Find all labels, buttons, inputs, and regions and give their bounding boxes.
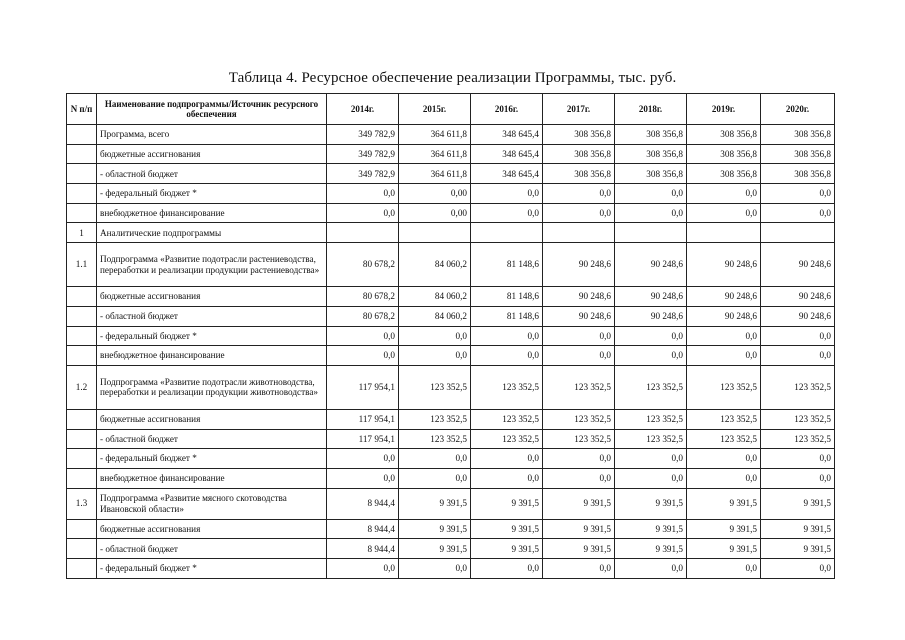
row-name: Аналитические подпрограммы <box>97 223 327 243</box>
table-row <box>67 243 835 287</box>
value-cell: 90 248,6 <box>761 243 835 287</box>
value-cell: 0,0 <box>543 449 615 469</box>
header-year-2018: 2018г. <box>615 94 687 125</box>
value-cell: 348 645,4 <box>471 125 543 145</box>
value-cell: 0,0 <box>399 559 471 579</box>
value-cell: 308 356,8 <box>615 144 687 164</box>
row-number <box>67 449 97 469</box>
row-name: - федеральный бюджет * <box>97 184 327 204</box>
value-cell: 0,0 <box>615 559 687 579</box>
value-cell: 123 352,5 <box>399 429 471 449</box>
value-cell: 0,0 <box>399 468 471 488</box>
table-row <box>67 287 835 307</box>
table-row <box>67 409 835 429</box>
row-number <box>67 287 97 307</box>
value-cell <box>615 223 687 243</box>
value-cell: 349 782,9 <box>327 164 399 184</box>
value-cell <box>327 223 399 243</box>
value-cell <box>399 223 471 243</box>
value-cell: 123 352,5 <box>615 429 687 449</box>
value-cell: 0,0 <box>687 468 761 488</box>
header-year-2020: 2020г. <box>761 94 835 125</box>
value-cell: 9 391,5 <box>761 488 835 519</box>
value-cell: 8 944,4 <box>327 539 399 559</box>
value-cell: 364 611,8 <box>399 144 471 164</box>
value-cell: 81 148,6 <box>471 243 543 287</box>
value-cell: 90 248,6 <box>687 243 761 287</box>
value-cell: 0,0 <box>543 203 615 223</box>
row-number <box>67 125 97 145</box>
header-year-2016: 2016г. <box>471 94 543 125</box>
value-cell: 123 352,5 <box>543 365 615 409</box>
value-cell: 0,0 <box>761 449 835 469</box>
row-number <box>67 184 97 204</box>
row-number <box>67 559 97 579</box>
value-cell: 84 060,2 <box>399 287 471 307</box>
table-row <box>67 203 835 223</box>
value-cell: 9 391,5 <box>399 488 471 519</box>
value-cell: 0,0 <box>615 203 687 223</box>
value-cell: 0,0 <box>543 468 615 488</box>
table-row <box>67 429 835 449</box>
value-cell: 0,0 <box>687 326 761 346</box>
table-row <box>67 488 835 519</box>
header-year-2019: 2019г. <box>687 94 761 125</box>
row-number <box>67 468 97 488</box>
value-cell: 0,0 <box>327 184 399 204</box>
row-name: - федеральный бюджет * <box>97 449 327 469</box>
value-cell: 90 248,6 <box>543 287 615 307</box>
value-cell: 0,0 <box>327 203 399 223</box>
value-cell: 0,0 <box>761 559 835 579</box>
value-cell: 9 391,5 <box>471 539 543 559</box>
table-row <box>67 326 835 346</box>
value-cell: 9 391,5 <box>761 539 835 559</box>
table-row <box>67 365 835 409</box>
value-cell: 0,0 <box>399 449 471 469</box>
value-cell: 308 356,8 <box>615 125 687 145</box>
table-body <box>67 125 835 579</box>
value-cell: 123 352,5 <box>761 365 835 409</box>
value-cell: 90 248,6 <box>615 287 687 307</box>
value-cell: 0,0 <box>615 184 687 204</box>
table-row <box>67 449 835 469</box>
row-name: - областной бюджет <box>97 539 327 559</box>
value-cell: 308 356,8 <box>761 164 835 184</box>
row-number <box>67 429 97 449</box>
value-cell: 0,0 <box>687 449 761 469</box>
row-number <box>67 326 97 346</box>
table-row <box>67 125 835 145</box>
value-cell: 123 352,5 <box>399 365 471 409</box>
value-cell: 81 148,6 <box>471 287 543 307</box>
value-cell: 0,0 <box>761 326 835 346</box>
table-row <box>67 559 835 579</box>
row-name: - областной бюджет <box>97 164 327 184</box>
value-cell: 123 352,5 <box>687 409 761 429</box>
row-number: 1.2 <box>67 365 97 409</box>
value-cell: 8 944,4 <box>327 519 399 539</box>
table-row <box>67 539 835 559</box>
value-cell: 0,0 <box>327 468 399 488</box>
value-cell: 308 356,8 <box>543 125 615 145</box>
value-cell: 0,0 <box>761 203 835 223</box>
row-number <box>67 306 97 326</box>
value-cell: 123 352,5 <box>761 409 835 429</box>
value-cell: 0,00 <box>399 203 471 223</box>
row-number <box>67 519 97 539</box>
value-cell: 9 391,5 <box>615 539 687 559</box>
value-cell: 0,0 <box>687 346 761 366</box>
header-year-2017: 2017г. <box>543 94 615 125</box>
value-cell: 308 356,8 <box>687 125 761 145</box>
value-cell: 348 645,4 <box>471 164 543 184</box>
value-cell: 0,0 <box>687 559 761 579</box>
header-name: Наименование подпрограммы/Источник ресурсного обеспечения <box>97 94 327 125</box>
value-cell: 308 356,8 <box>761 144 835 164</box>
value-cell: 0,0 <box>615 468 687 488</box>
row-name: Подпрограмма «Развитие мясного скотоводства Ивановской области» <box>97 488 327 519</box>
value-cell: 9 391,5 <box>471 519 543 539</box>
value-cell: 123 352,5 <box>399 409 471 429</box>
page-title: Таблица 4. Ресурсное обеспечение реализации Программы, тыс. руб. <box>228 70 677 86</box>
value-cell: 9 391,5 <box>399 539 471 559</box>
value-cell: 90 248,6 <box>615 306 687 326</box>
value-cell: 9 391,5 <box>761 519 835 539</box>
table-row <box>67 306 835 326</box>
value-cell: 8 944,4 <box>327 488 399 519</box>
value-cell: 0,0 <box>327 346 399 366</box>
value-cell: 0,0 <box>543 184 615 204</box>
value-cell: 80 678,2 <box>327 243 399 287</box>
row-number <box>67 539 97 559</box>
value-cell: 80 678,2 <box>327 306 399 326</box>
value-cell: 123 352,5 <box>471 429 543 449</box>
row-number <box>67 409 97 429</box>
value-cell: 308 356,8 <box>615 164 687 184</box>
value-cell: 0,0 <box>399 326 471 346</box>
row-name: внебюджетное финансирование <box>97 203 327 223</box>
table-row <box>67 468 835 488</box>
table-row <box>67 346 835 366</box>
value-cell: 308 356,8 <box>543 144 615 164</box>
value-cell: 349 782,9 <box>327 125 399 145</box>
row-number <box>67 346 97 366</box>
row-number <box>67 203 97 223</box>
value-cell: 90 248,6 <box>615 243 687 287</box>
value-cell: 308 356,8 <box>687 144 761 164</box>
value-cell: 9 391,5 <box>543 488 615 519</box>
row-name: бюджетные ассигнования <box>97 409 327 429</box>
value-cell: 9 391,5 <box>543 539 615 559</box>
value-cell: 0,0 <box>761 468 835 488</box>
value-cell: 123 352,5 <box>687 429 761 449</box>
value-cell: 0,0 <box>761 184 835 204</box>
value-cell: 308 356,8 <box>761 125 835 145</box>
value-cell: 123 352,5 <box>471 365 543 409</box>
value-cell: 0,00 <box>399 184 471 204</box>
value-cell: 0,0 <box>327 326 399 346</box>
row-name: - областной бюджет <box>97 306 327 326</box>
value-cell: 90 248,6 <box>687 306 761 326</box>
value-cell: 0,0 <box>471 326 543 346</box>
value-cell: 0,0 <box>471 203 543 223</box>
value-cell: 80 678,2 <box>327 287 399 307</box>
value-cell: 364 611,8 <box>399 164 471 184</box>
value-cell <box>687 223 761 243</box>
header-year-2014: 2014г. <box>327 94 399 125</box>
value-cell: 0,0 <box>399 346 471 366</box>
row-name: внебюджетное финансирование <box>97 346 327 366</box>
value-cell: 0,0 <box>471 184 543 204</box>
row-name: бюджетные ассигнования <box>97 144 327 164</box>
value-cell: 90 248,6 <box>543 243 615 287</box>
table-row <box>67 164 835 184</box>
value-cell: 117 954,1 <box>327 365 399 409</box>
value-cell: 0,0 <box>615 346 687 366</box>
header-row <box>67 94 835 125</box>
row-number <box>67 144 97 164</box>
value-cell: 9 391,5 <box>471 488 543 519</box>
value-cell: 81 148,6 <box>471 306 543 326</box>
value-cell: 0,0 <box>327 559 399 579</box>
row-name: Подпрограмма «Развитие подотрасли животноводства, переработки и реализации продукции животноводства» <box>97 365 327 409</box>
value-cell: 123 352,5 <box>543 429 615 449</box>
resources-table <box>66 93 835 579</box>
value-cell: 0,0 <box>615 449 687 469</box>
value-cell: 364 611,8 <box>399 125 471 145</box>
value-cell: 117 954,1 <box>327 409 399 429</box>
table-row <box>67 223 835 243</box>
value-cell: 0,0 <box>687 184 761 204</box>
value-cell: 90 248,6 <box>543 306 615 326</box>
row-name: Подпрограмма «Развитие подотрасли растениеводства, переработки и реализации продукции растениеводства» <box>97 243 327 287</box>
value-cell: 90 248,6 <box>761 287 835 307</box>
value-cell: 90 248,6 <box>687 287 761 307</box>
value-cell: 9 391,5 <box>399 519 471 539</box>
value-cell: 84 060,2 <box>399 243 471 287</box>
value-cell: 9 391,5 <box>615 488 687 519</box>
value-cell: 348 645,4 <box>471 144 543 164</box>
row-name: - федеральный бюджет * <box>97 559 327 579</box>
table-row <box>67 144 835 164</box>
value-cell: 9 391,5 <box>687 488 761 519</box>
value-cell <box>471 223 543 243</box>
value-cell: 9 391,5 <box>615 519 687 539</box>
value-cell: 0,0 <box>543 346 615 366</box>
value-cell: 9 391,5 <box>543 519 615 539</box>
table-row <box>67 519 835 539</box>
value-cell: 0,0 <box>471 559 543 579</box>
row-name: бюджетные ассигнования <box>97 519 327 539</box>
row-name: бюджетные ассигнования <box>97 287 327 307</box>
row-number: 1 <box>67 223 97 243</box>
value-cell: 123 352,5 <box>761 429 835 449</box>
value-cell <box>543 223 615 243</box>
value-cell: 0,0 <box>615 326 687 346</box>
row-number: 1.3 <box>67 488 97 519</box>
value-cell: 9 391,5 <box>687 519 761 539</box>
value-cell: 0,0 <box>761 346 835 366</box>
value-cell: 90 248,6 <box>761 306 835 326</box>
value-cell <box>761 223 835 243</box>
value-cell: 117 954,1 <box>327 429 399 449</box>
value-cell: 0,0 <box>471 468 543 488</box>
row-name: внебюджетное финансирование <box>97 468 327 488</box>
row-name: Программа, всего <box>97 125 327 145</box>
value-cell: 123 352,5 <box>615 365 687 409</box>
value-cell: 308 356,8 <box>687 164 761 184</box>
value-cell: 9 391,5 <box>687 539 761 559</box>
value-cell: 349 782,9 <box>327 144 399 164</box>
value-cell: 0,0 <box>471 346 543 366</box>
row-number: 1.1 <box>67 243 97 287</box>
row-name: - федеральный бюджет * <box>97 326 327 346</box>
value-cell: 0,0 <box>687 203 761 223</box>
value-cell: 0,0 <box>471 449 543 469</box>
value-cell: 308 356,8 <box>543 164 615 184</box>
value-cell: 123 352,5 <box>543 409 615 429</box>
table-row <box>67 184 835 204</box>
row-number <box>67 164 97 184</box>
value-cell: 123 352,5 <box>687 365 761 409</box>
value-cell: 0,0 <box>327 449 399 469</box>
value-cell: 123 352,5 <box>615 409 687 429</box>
value-cell: 84 060,2 <box>399 306 471 326</box>
row-name: - областной бюджет <box>97 429 327 449</box>
value-cell: 123 352,5 <box>471 409 543 429</box>
value-cell: 0,0 <box>543 326 615 346</box>
header-num: N п/п <box>67 94 97 125</box>
header-year-2015: 2015г. <box>399 94 471 125</box>
value-cell: 0,0 <box>543 559 615 579</box>
